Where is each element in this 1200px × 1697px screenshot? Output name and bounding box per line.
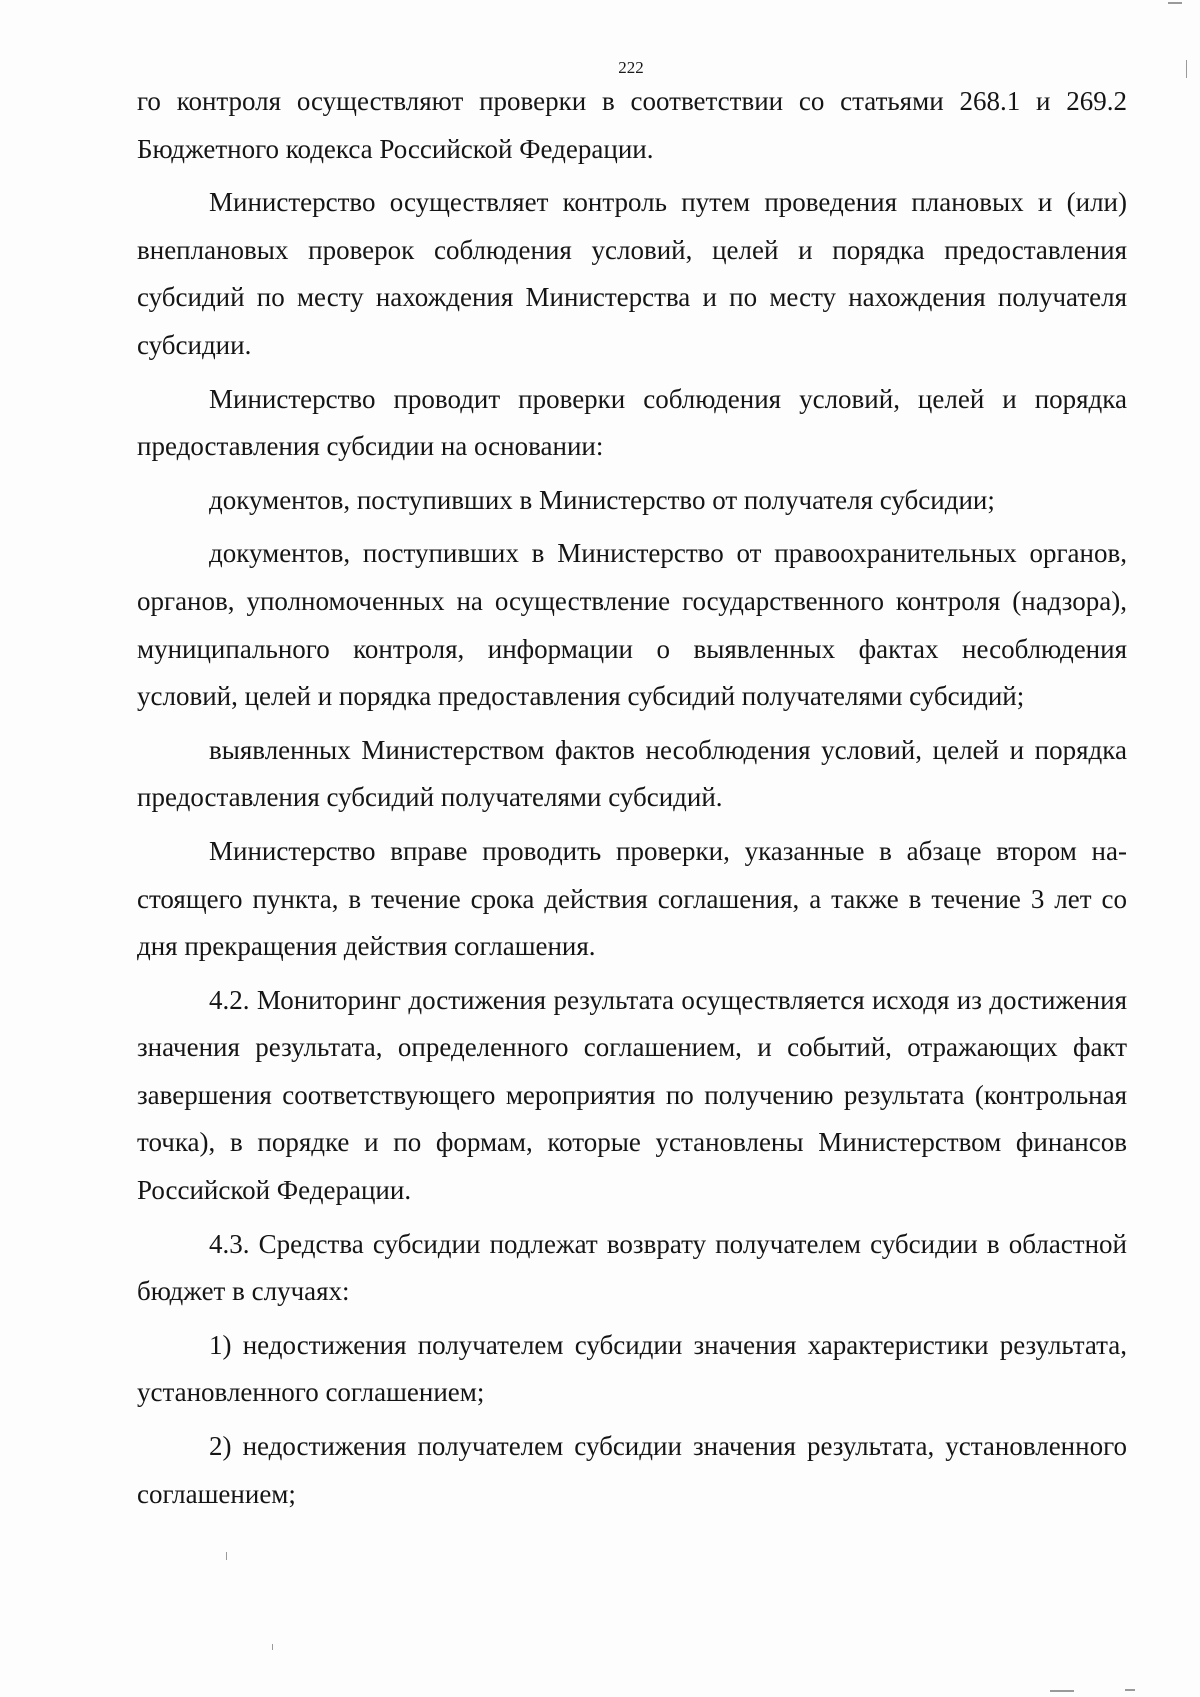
page-number: 222 xyxy=(618,58,644,77)
scan-speck xyxy=(1125,1689,1135,1691)
paragraph-1: го контроля осуществляют проверки в соответствии со статьями 268.1 и 269.2 Бюджетного кодекса Российской Федерации. xyxy=(137,86,1127,164)
scan-speck xyxy=(226,1552,227,1560)
paragraph-9: 4.3. Средства субсидии подлежат возврату получателем субсидии в областной бюджет в случаях: xyxy=(137,1228,1127,1307)
paragraph-10: 1) недостижения получателем субсидии значения характеристики результата, установленного соглашением; xyxy=(137,1329,1127,1408)
scan-speck xyxy=(1186,60,1187,78)
paragraph-2: Министерство осуществляет контроль путем проведения плановых и (или) внеплановых проверок соблюдения условий, целей и порядка предоставления субсидий по месту нахождения Министерства и по месту нахождения получателя субсидии. xyxy=(137,187,1127,360)
paragraph-4: документов, поступивших в Министерство от получателя субсидии; xyxy=(209,484,995,515)
paragraph-6: выявленных Министерством фактов несоблюдения условий, целей и порядка предоставления субсидий получателями субсидий. xyxy=(137,734,1127,813)
paragraph-11: 2) недостижения получателем субсидии значения результата, установленного соглашением; xyxy=(137,1431,1127,1509)
scan-speck xyxy=(1168,2,1182,4)
scan-speck xyxy=(1050,1690,1074,1692)
scan-speck xyxy=(272,1644,273,1650)
paragraph-8: 4.2. Мониторинг достижения результата осуществляется исходя из достижения значения результата, определенного соглашением, и событий, отражающих факт завершения соответствующего мероприятия по получению результата (контрольная точка), в порядке и по формам, которые установлены Министерством финансов Российской Федерации. xyxy=(137,984,1127,1206)
paragraph-7: Министерство вправе проводить проверки, указанные в абзаце втором настоящего пункта, в течение срока действия соглашения, а также в течение 3 лет со дня прекращения действия соглашения. xyxy=(137,835,1127,962)
paragraph-3: Министерство проводит проверки соблюдения условий, целей и порядка предоставления субсидии на основании: xyxy=(137,383,1127,462)
body-text xyxy=(137,78,1127,1524)
paragraph-5: документов, поступивших в Министерство от правоохранительных органов, органов, уполномоченных на осуществление государственного контроля (надзора), муниципального контроля, информации о выявленных фактах несоблюдения условий, целей и порядка предоставления субсидий получателями субсидий; xyxy=(137,538,1127,712)
